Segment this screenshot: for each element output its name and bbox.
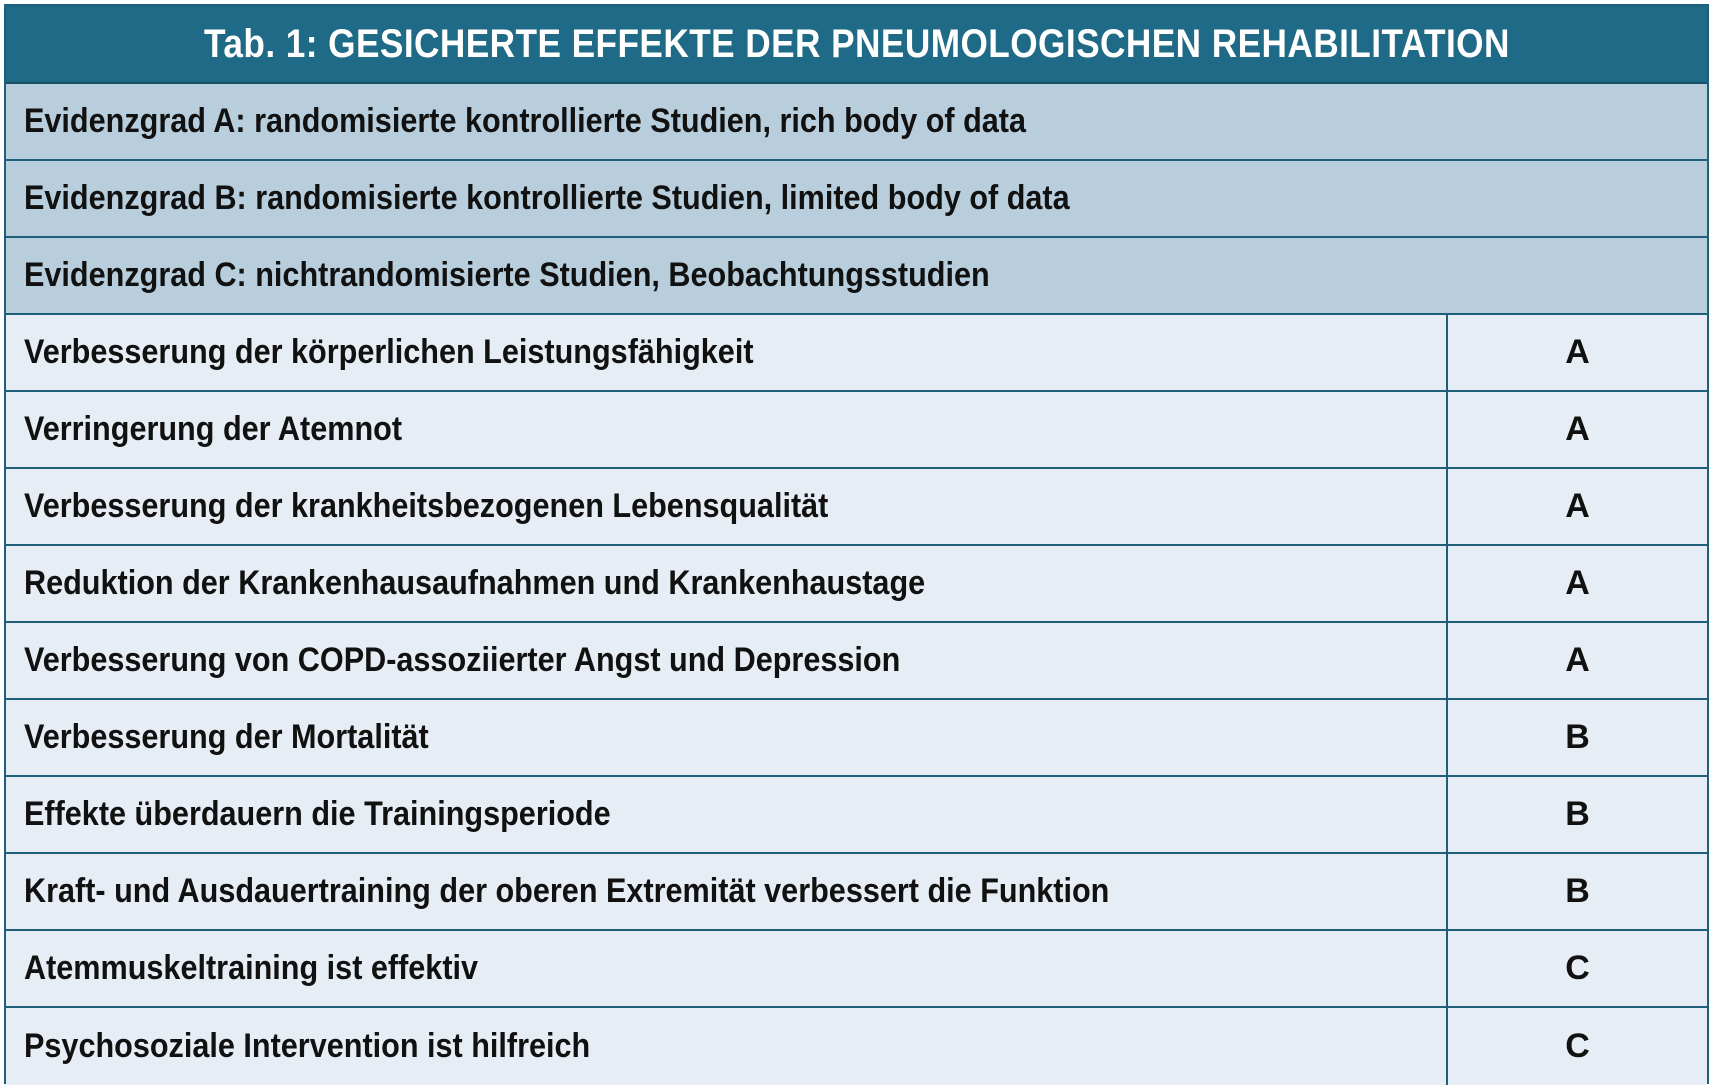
effect-label-cell bbox=[6, 469, 1448, 544]
table-row bbox=[6, 315, 1707, 392]
effect-label: Verbesserung von COPD-assoziierter Angst und Depression bbox=[24, 641, 901, 679]
table-row bbox=[6, 623, 1707, 700]
table-row bbox=[6, 777, 1707, 854]
effect-grade: A bbox=[1565, 564, 1590, 602]
effect-label-cell bbox=[6, 546, 1448, 621]
table-row bbox=[6, 1008, 1707, 1085]
effect-label-cell bbox=[6, 315, 1448, 390]
effect-grade-cell bbox=[1448, 931, 1707, 1006]
table-row bbox=[6, 392, 1707, 469]
effect-grade: A bbox=[1565, 487, 1590, 525]
effect-grade-cell bbox=[1448, 392, 1707, 467]
evidence-level-b-row bbox=[6, 161, 1707, 238]
effect-grade-cell bbox=[1448, 700, 1707, 775]
effect-label-cell bbox=[6, 931, 1448, 1006]
effect-label: Verbesserung der krankheitsbezogenen Lebensqualität bbox=[24, 487, 829, 525]
effect-label: Verbesserung der körperlichen Leistungsfähigkeit bbox=[24, 333, 754, 371]
effect-grade-cell bbox=[1448, 777, 1707, 852]
effect-label: Effekte überdauern die Trainingsperiode bbox=[24, 795, 611, 833]
table-title: Tab. 1: GESICHERTE EFFEKTE DER PNEUMOLOGISCHEN REHABILITATION bbox=[203, 21, 1510, 66]
effect-grade-cell bbox=[1448, 469, 1707, 544]
evidence-level-c-row bbox=[6, 238, 1707, 315]
effect-label-cell bbox=[6, 777, 1448, 852]
effect-label-cell bbox=[6, 623, 1448, 698]
table-row bbox=[6, 854, 1707, 931]
effect-label-cell bbox=[6, 1008, 1448, 1085]
effect-grade-cell bbox=[1448, 546, 1707, 621]
effect-label: Psychosoziale Intervention ist hilfreich bbox=[24, 1027, 591, 1065]
evidence-level-b: Evidenzgrad B: randomisierte kontrollierte Studien, limited body of data bbox=[24, 179, 1070, 217]
table-row bbox=[6, 700, 1707, 777]
table-title-bar bbox=[6, 6, 1707, 84]
effect-label-cell bbox=[6, 392, 1448, 467]
evidence-level-a: Evidenzgrad A: randomisierte kontrollierte Studien, rich body of data bbox=[24, 102, 1027, 140]
effect-grade: A bbox=[1565, 410, 1590, 448]
evidence-level-c: Evidenzgrad C: nichtrandomisierte Studien, Beobachtungsstudien bbox=[24, 256, 990, 294]
table-row bbox=[6, 931, 1707, 1008]
effects-table bbox=[4, 4, 1709, 1084]
effect-label: Kraft- und Ausdauertraining der oberen Extremität verbessert die Funktion bbox=[24, 872, 1110, 910]
evidence-level-a-row bbox=[6, 84, 1707, 161]
effect-grade-cell bbox=[1448, 854, 1707, 929]
effect-grade: C bbox=[1565, 949, 1590, 987]
effect-grade: A bbox=[1565, 333, 1590, 371]
effect-label-cell bbox=[6, 700, 1448, 775]
effect-grade-cell bbox=[1448, 623, 1707, 698]
effect-grade: B bbox=[1565, 795, 1590, 833]
effect-label: Verbesserung der Mortalität bbox=[24, 718, 429, 756]
effect-label: Atemmuskeltraining ist effektiv bbox=[24, 949, 479, 987]
table-row bbox=[6, 546, 1707, 623]
effect-grade-cell bbox=[1448, 315, 1707, 390]
effect-grade: B bbox=[1565, 872, 1590, 910]
effect-label-cell bbox=[6, 854, 1448, 929]
effect-grade: A bbox=[1565, 641, 1590, 679]
effect-label: Reduktion der Krankenhausaufnahmen und Krankenhaustage bbox=[24, 564, 926, 602]
effect-label: Verringerung der Atemnot bbox=[24, 410, 403, 448]
effect-grade: C bbox=[1565, 1027, 1590, 1065]
effect-grade: B bbox=[1565, 718, 1590, 756]
table-row bbox=[6, 469, 1707, 546]
effect-grade-cell bbox=[1448, 1008, 1707, 1085]
